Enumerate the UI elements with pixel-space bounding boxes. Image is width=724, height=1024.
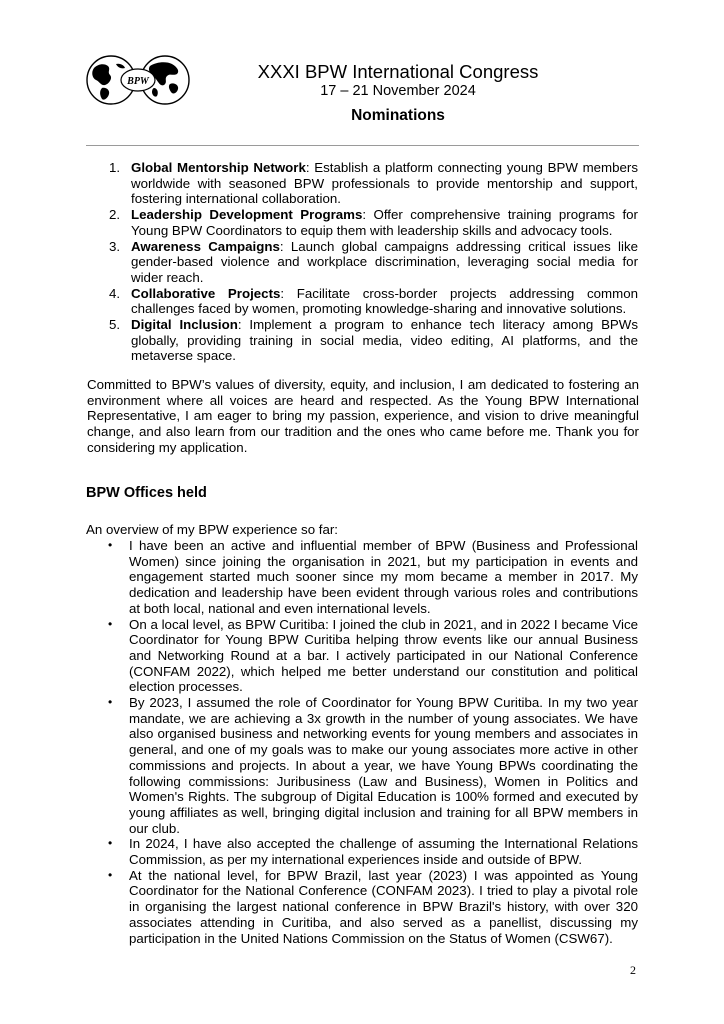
page-subtitle: Nominations [351,107,445,124]
offices-list [86,538,638,946]
item-text: In 2024, I have also accepted the challenge of assuming the International Relations Commission, as per my international experiences inside and outside of BPW. [129,836,638,868]
item-title: Leadership Development Programs [131,207,363,223]
item-text: At the national level, for BPW Brazil, last year (2023) I was appointed as Young Coordinator for the National Conference (CONFAM 2023). I tried to play a pivotal role in organising the largest national conference in BPW Brazil's history, with over 320 associates attending in Curitiba, and also served as a panellist, discussing my participation in the United Nations Commission on the Status of Women (CSW67). [129,867,638,946]
list-number: 3. [109,238,121,254]
bullet-icon: • [108,695,113,710]
item-text: I have been an active and influential member of BPW (Business and Professional Women) since joining the organisation in 2021, but my participation in events and engagement started much sooner since my mom became a member in 2017. My dedication and leadership have been evident through various roles and contributions at both local, national and even international levels. [129,538,638,616]
closing-paragraph: Committed to BPW’s values of diversity, equity, and inclusion, I am dedicated to fostering an environment where all voices are heard and respected. As the Young BPW International Representative, I am eager to bring my passion, experience, and vision to drive meaningful change, and also learn from our tradition and the ones who came before me. Thank you for considering my application. [87,377,639,455]
item-title: Digital Inclusion [131,317,238,333]
list-number: 4. [109,285,121,301]
list-item [86,207,638,238]
page-number: 2 [630,963,636,977]
item-text: : Facilitate cross-border projects addressing common challenges faced by women, promoting knowledge-sharing and innovative solutions. [131,285,638,317]
section-heading: BPW Offices held [86,485,207,501]
globe-logo-icon [84,54,192,106]
list-number: 5. [109,317,121,333]
header-divider [86,145,639,146]
bullet-icon: • [108,616,113,631]
item-text: : Launch global campaigns addressing critical issues like gender-based violence and workplace discrimination, leveraging social media for wider reach. [131,238,638,285]
list-number: 2. [109,207,121,223]
congress-title: XXXI BPW International Congress [257,61,539,82]
list-item [86,695,638,836]
item-text: On a local level, as BPW Curitiba: I joined the club in 2021, and in 2022 I became Vice Coordinator for Young BPW Curitiba helping throw events like our annual Business and Networking Round at a bar. I actively participated in our National Conference (CONFAM 2022), which helped me better understand our constitution and political election processes. [129,616,638,695]
item-title: Collaborative Projects [131,285,281,301]
congress-dates: 17 – 21 November 2024 [320,83,476,99]
list-number: 1. [109,160,121,175]
list-item [86,836,638,867]
item-title: Global Mentorship Network [131,160,306,175]
list-item [86,317,638,364]
item-title: Awareness Campaigns [131,238,280,254]
overview-intro: An overview of my BPW experience so far: [86,522,338,537]
item-text: : Establish a platform connecting young BPW members worldwide with seasoned BPW professionals to provide mentorship and support, fostering international collaboration. [131,160,638,207]
bullet-icon: • [108,836,113,851]
list-item [86,160,638,207]
list-item [86,538,638,617]
item-text: : Offer comprehensive training programs for Young BPW Coordinators to equip them with leadership skills and advocacy tools. [131,207,638,238]
bullet-icon: • [108,867,113,882]
bpw-logo [84,54,192,106]
list-item [86,239,638,286]
logo-text: BPW [127,76,149,87]
list-item [86,868,638,947]
nominations-list [86,160,638,364]
item-text: : Implement a program to enhance tech literacy among BPWs globally, providing training in social media, video editing, AI platforms, and the metaverse space. [131,317,639,364]
list-item [86,286,638,317]
item-text: By 2023, I assumed the role of Coordinator for Young BPW Curitiba. In my two year mandate, we are achieving a 3x growth in the number of young associates. We have also organised business and networking events for young members and associates in general, and one of my goals was to make our young associates more active in other commissions and projects. In about a year, we have Young BPWs coordinating the following commissions: Juribusiness (Law and Business), Women in Politics and Women's Rights. The subgroup of Digital Education is 100% formed and executed by young affiliates as well, bringing digital inclusion and training for all BPW members in our club. [129,695,638,836]
bullet-icon: • [108,538,113,552]
list-item [86,617,638,696]
